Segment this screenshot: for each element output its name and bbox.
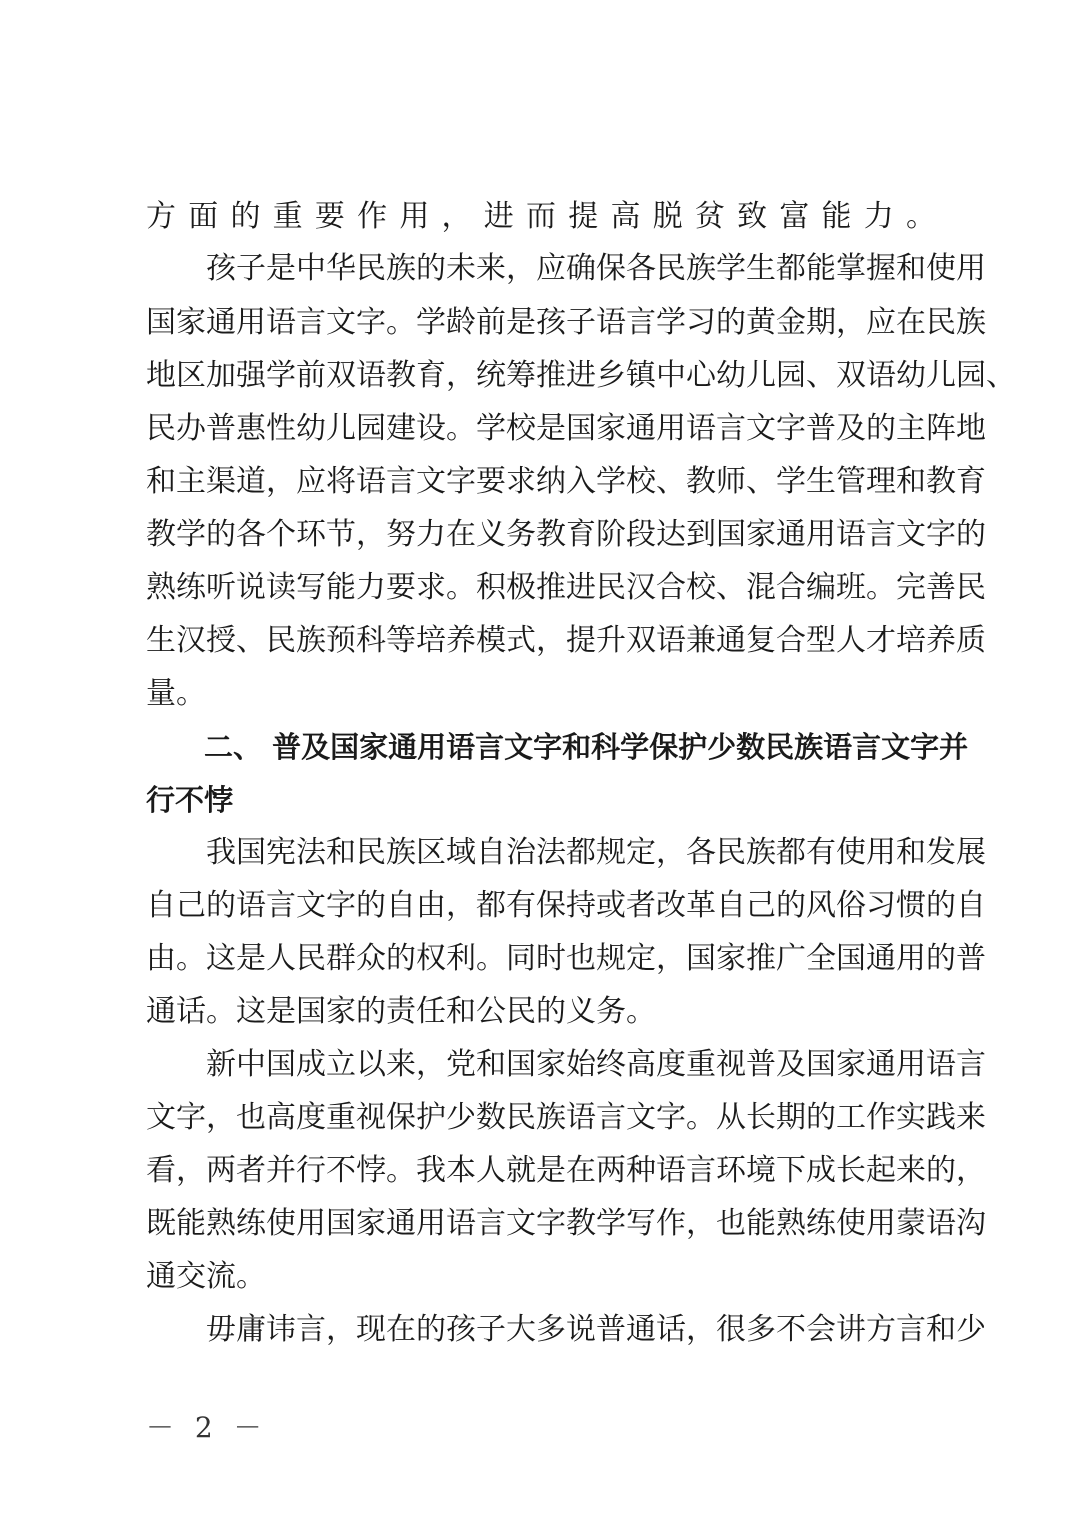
text-line: 教学的各个环节，努力在义务教育阶段达到国家通用语言文字的 — [146, 517, 986, 552]
text-line: 熟练听说读写能力要求。积极推进民汉合校、混合编班。完善民 — [146, 570, 986, 605]
section-heading: 行不悖 — [146, 783, 234, 817]
text-line: 通交流。 — [146, 1259, 266, 1294]
text-line: 和主渠道，应将语言文字要求纳入学校、教师、学生管理和教育 — [146, 464, 986, 499]
text-line: 量。 — [146, 676, 206, 711]
text-line: 地区加强学前双语教育，统筹推进乡镇中心幼儿园、双语幼儿园、 — [146, 358, 1016, 393]
text-line: 孩子是中华民族的未来，应确保各民族学生都能掌握和使用 — [146, 251, 986, 286]
text-line: 看，两者并行不悖。我本人就是在两种语言环境下成长起来的， — [146, 1153, 986, 1188]
text-line: 生汉授、民族预科等培养模式，提升双语兼通复合型人才培养质 — [146, 623, 986, 658]
text-line: 既能熟练使用国家通用语言文字教学写作，也能熟练使用蒙语沟 — [146, 1206, 986, 1241]
text-line: 由。这是人民群众的权利。同时也规定，国家推广全国通用的普 — [146, 941, 986, 976]
text-line: 自己的语言文字的自由，都有保持或者改革自己的风俗习惯的自 — [146, 888, 986, 923]
text-line: 通话。这是国家的责任和公民的义务。 — [146, 994, 656, 1029]
text-line: 毋庸讳言，现在的孩子大多说普通话，很多不会讲方言和少 — [146, 1312, 986, 1347]
section-heading: 二、 普及国家通用语言文字和科学保护少数民族语言文字并 — [146, 730, 969, 764]
text-line: 方面的重要作用，进而提高脱贫致富能力。 — [146, 199, 936, 234]
text-line: 民办普惠性幼儿园建设。学校是国家通用语言文字普及的主阵地 — [146, 411, 986, 446]
page-number: － 2 － — [146, 1411, 268, 1444]
text-line: 文字，也高度重视保护少数民族语言文字。从长期的工作实践来 — [146, 1100, 986, 1135]
text-line: 我国宪法和民族区域自治法都规定，各民族都有使用和发展 — [146, 835, 986, 870]
text-line: 新中国成立以来，党和国家始终高度重视普及国家通用语言 — [146, 1047, 986, 1082]
text-line: 国家通用语言文字。学龄前是孩子语言学习的黄金期，应在民族 — [146, 305, 986, 340]
